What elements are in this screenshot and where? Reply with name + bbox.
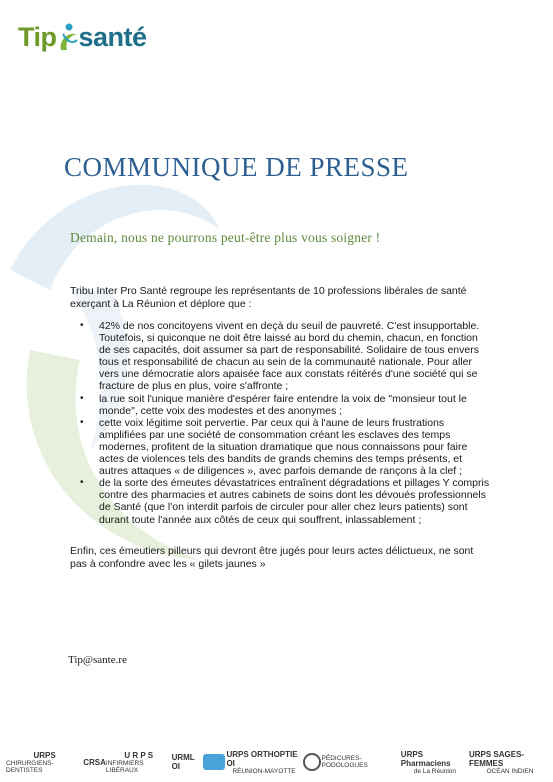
page-title: COMMUNIQUE DE PRESSE	[64, 152, 409, 182]
list-item: • la rue soit l'unique manière d'espérer faire entendre la voix de "monsieur tout le monde", cette voix des modestes et des anonymes ;	[80, 392, 467, 417]
partner-logo	[202, 752, 226, 772]
partner-logo: U R P S INFIRMIERS LIBÉRAUX	[105, 750, 154, 774]
intro-paragraph: Tribu Inter Pro Santé regroupe les représentants de 10 professions libérales de santé exerçant à La Réunion et déplore que :	[70, 285, 467, 310]
list-item: • de la sorte des émeutes dévastatrices entraînent dégradations et pillages Y compris contre des pharmacies et autres cabinets de soins dont les dévoués professionnels de Santé (que l'on interdit parfois de circuler pour aller chez leurs patients) sont durant toute l'année aux côtés de ceux qui souffrent, inlassablement ;	[80, 477, 490, 526]
partner-logo: URPS ORTHOPTIE OI RÉUNION-MAYOTTE	[226, 749, 298, 775]
list-item: • 42% de nos concitoyens vivent en deçà du seuil de pauvreté. C'est insupportable. Toutefois, si quiconque ne doit être laissé au bord du chemin, chacun, en fonction de ses capacités, doit assumer sa part de responsabilité. Solidaire de tous envers tous et responsabilité de chacun au sein de la communauté nationale. Pour aller vers une démocratie alors apaisée face aux constats réitérés d'une société qui se fracture de plus en plus, voire s'affronte ;	[80, 320, 480, 393]
bullet-icon: •	[80, 392, 84, 404]
list-item: • cette voix légitime soit pervertie. Par ceux qui à l'aune de leurs frustrations amplifiées par une société de consommation créant les esclaves des temps modernes, profitent de la situation dramatique que nous connaissons pour faire actes de violences tels des bandits de grands chemins des temps présents, et autres attaques « de diligences », avec parfois demande de rançons à la clef ;	[80, 416, 468, 478]
partner-logo: PÉDICURES-PODOLOGUES	[321, 755, 368, 769]
partner-logo: URPS Pharmaciens de La Réunion	[400, 749, 457, 775]
partner-logo: URML OI	[171, 753, 195, 771]
grievance-list	[70, 320, 490, 526]
contact-email[interactable]: Tip@sante.re	[68, 654, 127, 666]
tipsante-logo: Tip santé	[18, 22, 147, 52]
person-icon	[57, 22, 79, 52]
partner-logo	[302, 752, 322, 772]
partner-emblem-icon	[202, 752, 226, 772]
partner-logo: URPS CHIRURGIENS-DENTISTES	[6, 750, 56, 774]
partner-logo: URPS SAGES-FEMMES OCÉAN INDIEN	[468, 749, 534, 775]
bullet-icon: •	[80, 416, 84, 428]
partner-logo: CRSA	[83, 757, 106, 767]
closing-paragraph: Enfin, ces émeutiers pilleurs qui devront être jugés pour leurs actes délictueux, ne sont pas à confondre avec les « gilets jaunes »	[70, 545, 474, 570]
bullet-icon: •	[80, 320, 84, 331]
page-subtitle: Demain, nous ne pourrons peut-être plus vous soigner !	[70, 230, 381, 245]
partner-emblem-icon	[302, 752, 322, 772]
bullet-icon: •	[80, 477, 84, 489]
partner-logos	[6, 744, 551, 780]
